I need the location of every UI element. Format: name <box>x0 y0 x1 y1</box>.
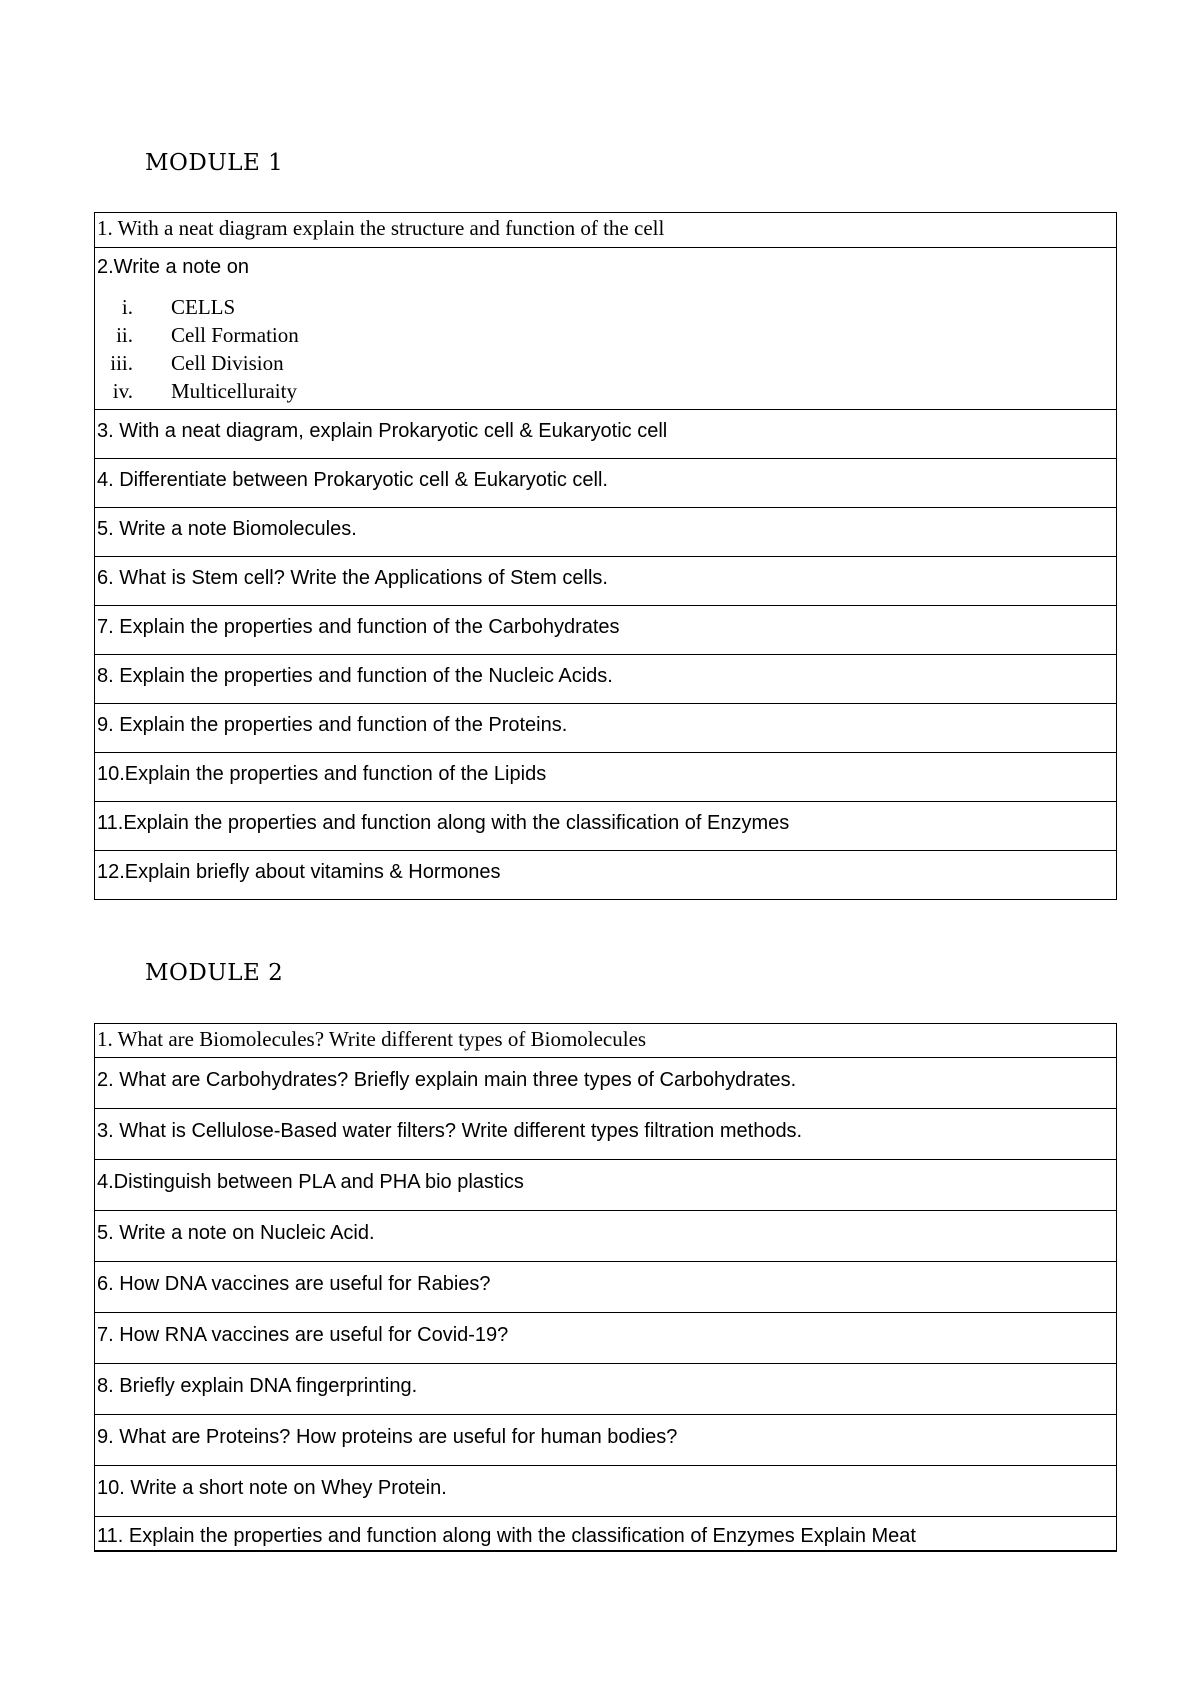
question-1: 1. With a neat diagram explain the structure and function of the cell <box>95 213 1117 248</box>
question-1: 1. What are Biomolecules? Write different types of Biomolecules <box>95 1024 1117 1058</box>
question-3: 3. With a neat diagram, explain Prokaryotic cell & Eukaryotic cell <box>95 410 1117 459</box>
table-row <box>95 704 1117 753</box>
question-9: 9. Explain the properties and function of the Proteins. <box>95 704 1117 753</box>
question-6: 6. What is Stem cell? Write the Applications of Stem cells. <box>95 557 1117 606</box>
table-row <box>95 459 1117 508</box>
question-4: 4. Differentiate between Prokaryotic cell & Eukaryotic cell. <box>95 459 1117 508</box>
question-7: 7. Explain the properties and function of the Carbohydrates <box>95 606 1117 655</box>
question-12: 12.Explain briefly about vitamins & Hormones <box>95 851 1117 900</box>
module-1-question-table <box>94 212 1117 900</box>
question-8: 8. Briefly explain DNA fingerprinting. <box>95 1364 1117 1415</box>
list-item-label: CELLS <box>171 295 236 319</box>
table-row <box>95 248 1117 410</box>
table-row <box>95 1109 1117 1160</box>
table-row <box>95 1415 1117 1466</box>
table-row <box>95 851 1117 900</box>
question-10: 10. Write a short note on Whey Protein. <box>95 1466 1117 1517</box>
table-row <box>95 802 1117 851</box>
list-item-number: ii. <box>116 323 133 347</box>
question-7: 7. How RNA vaccines are useful for Covid-19? <box>95 1313 1117 1364</box>
list-item <box>97 349 1116 377</box>
question-4: 4.Distinguish between PLA and PHA bio plastics <box>95 1160 1117 1211</box>
question-2: 2. What are Carbohydrates? Briefly explain main three types of Carbohydrates. <box>95 1058 1117 1109</box>
question-10: 10.Explain the properties and function of the Lipids <box>95 753 1117 802</box>
table-row <box>95 508 1117 557</box>
module-1-heading: MODULE 1 <box>145 150 284 176</box>
note-topic-list <box>97 293 1116 405</box>
list-item-label: Cell Formation <box>171 323 299 347</box>
question-11: 11. Explain the properties and function along with the classification of Enzymes Explain Meat <box>95 1517 1117 1551</box>
list-item-number: i. <box>121 295 133 319</box>
table-row <box>95 1466 1117 1517</box>
question-3: 3. What is Cellulose-Based water filters? Write different types filtration methods. <box>95 1109 1117 1160</box>
question-2-text: 2.Write a note on <box>97 256 249 278</box>
table-row <box>95 557 1117 606</box>
question-5: 5. Write a note Biomolecules. <box>95 508 1117 557</box>
table-row <box>95 1313 1117 1364</box>
question-6: 6. How DNA vaccines are useful for Rabies? <box>95 1262 1117 1313</box>
list-item <box>97 377 1116 405</box>
question-11: 11.Explain the properties and function along with the classification of Enzymes <box>95 802 1117 851</box>
table-row <box>95 1364 1117 1415</box>
list-item-label: Cell Division <box>171 351 284 375</box>
list-item <box>97 321 1116 349</box>
list-item <box>97 293 1116 321</box>
question-5: 5. Write a note on Nucleic Acid. <box>95 1211 1117 1262</box>
question-2 <box>95 248 1117 410</box>
table-row <box>95 655 1117 704</box>
table-row <box>95 1517 1117 1551</box>
question-8: 8. Explain the properties and function of the Nucleic Acids. <box>95 655 1117 704</box>
table-row <box>95 213 1117 248</box>
table-row <box>95 1211 1117 1262</box>
module-2-heading: MODULE 2 <box>145 960 284 986</box>
module-2-question-table <box>94 1023 1117 1552</box>
table-row <box>95 606 1117 655</box>
list-item-label: Multicelluraity <box>171 379 297 403</box>
table-row <box>95 1262 1117 1313</box>
table-row <box>95 1058 1117 1109</box>
list-item-number: iv. <box>112 379 133 403</box>
table-row <box>95 1160 1117 1211</box>
list-item-number: iii. <box>110 351 133 375</box>
table-row <box>95 410 1117 459</box>
table-row <box>95 1024 1117 1058</box>
table-row <box>95 753 1117 802</box>
question-9: 9. What are Proteins? How proteins are useful for human bodies? <box>95 1415 1117 1466</box>
